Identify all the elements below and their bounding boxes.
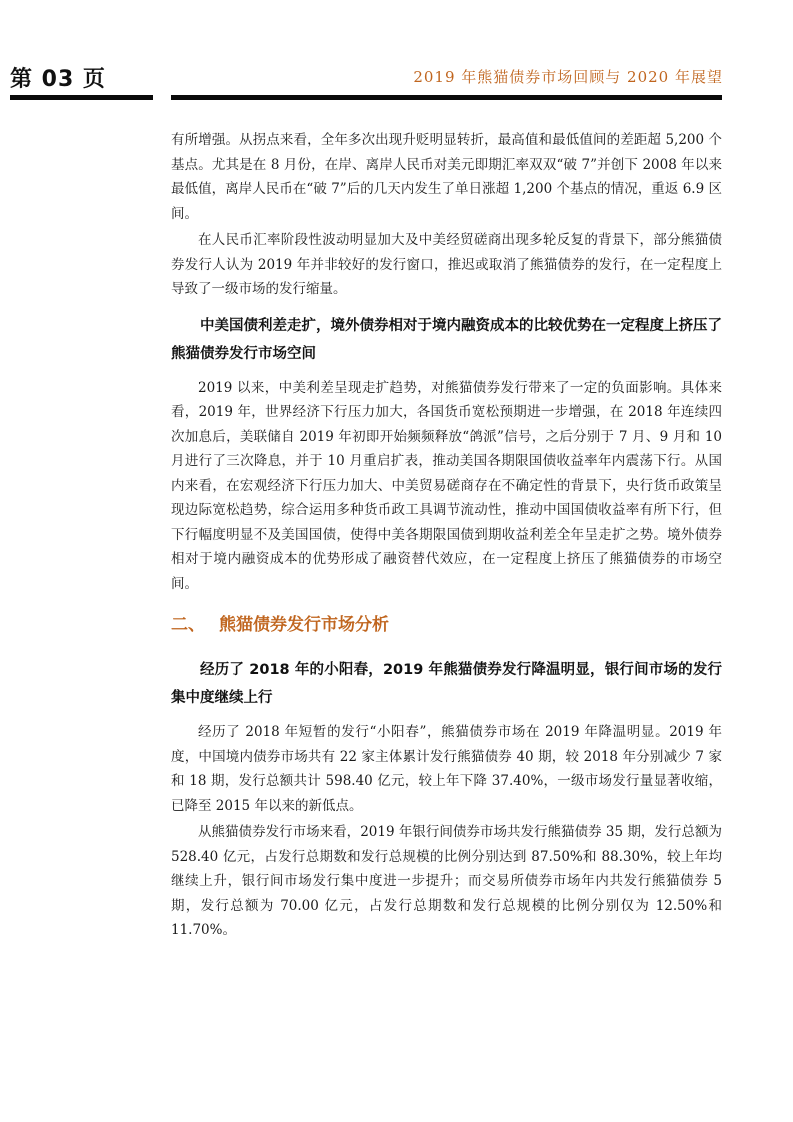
paragraph-spread-analysis: 2019 以来，中美利差呈现走扩趋势，对熊猫债券发行带来了一定的负面影响。具体来看，2019 年，世界经济下行压力加大，各国货币宽松预期进一步增强，在 2018 年连续四次加息后，美联储自 2019 年初即开始频频释放“鸽派”信号，之后分别于 7 月、9 月和 10 月进行了三次降息，并于 10 月重启扩表，推动美国各期限国债收益率年内震荡下行。从国内来看，在宏观经济下行压力加大、中美贸易磋商存在不确定性的背景下，央行货币政策呈现边际宽松趋势，综合运用多种货币政工具调节流动性，推动中国国债收益率有所下行，但下行幅度明显不及美国国债，使得中美各期限国债到期收益利差全年呈走扩之势。境外债券相对于境内融资成本的优势形成了融资替代效应，在一定程度上挤压了熊猫债券的市场空间。 [171,379,722,592]
paragraph-issuance-volume: 经历了 2018 年短暂的发行“小阳春”，熊猫债券市场在 2019 年降温明显。2019 年度，中国境内债券市场共有 22 家主体累计发行熊猫债券 40 期，较 2018 年分别减少 7 家和 18 期，发行总额共计 598.40 亿元，较上年下降 37.40%，一级市场发行量显著收缩，已降至 2015 年以来的新低点。 [171,724,722,814]
document-title: 2019 年熊猫债券市场回顾与 2020 年展望 [413,68,723,86]
section-heading [171,610,722,640]
page-number: 第 03 页 [10,67,106,92]
header-rule-left [10,95,153,100]
section-number: 二、 [171,615,205,635]
paragraph-market-breakdown: 从熊猫债券发行市场来看，2019 年银行间债券市场共发行熊猫债券 35 期，发行总额为 528.40 亿元，占发行总期数和发行总规模的比例分别达到 87.50%和 88.30%，较上年均继续上升，银行间市场发行集中度进一步提升；而交易所债券市场年内共发行熊猫债券 5 期，发行总额为 70.00 亿元，占发行总期数和发行总规模的比例分别仅为 12.50%和 11.70%。 [171,824,722,938]
paragraph-fx-volatility: 有所增强。从拐点来看，全年多次出现升贬明显转折，最高值和最低值间的差距超 5,200 个基点。尤其是在 8 月份，在岸、离岸人民币对美元即期汇率双双“破 7”并创下 2008 年以来最低值，离岸人民币在“破 7”后的几天内发生了单日涨超 1,200 个基点的情况，重返 6.9 区间。 [171,132,722,222]
subheading-issuance-cooling: 经历了 2018 年的小阳春，2019 年熊猫债券发行降温明显，银行间市场的发行集中度继续上行 [171,662,722,706]
section-title: 熊猫债券发行市场分析 [219,615,389,635]
subheading-spread-widening: 中美国债利差走扩，境外债券相对于境内融资成本的比较优势在一定程度上挤压了熊猫债券发行市场空间 [171,317,722,362]
paragraph-issuance-window: 在人民币汇率阶段性波动明显加大及中美经贸磋商出现多轮反复的背景下，部分熊猫债券发行人认为 2019 年并非较好的发行窗口，推迟或取消了熊猫债券的发行，在一定程度上导致了一级市场的发行缩量。 [171,232,722,297]
header-rule-right [171,95,722,100]
page-body [171,128,722,945]
